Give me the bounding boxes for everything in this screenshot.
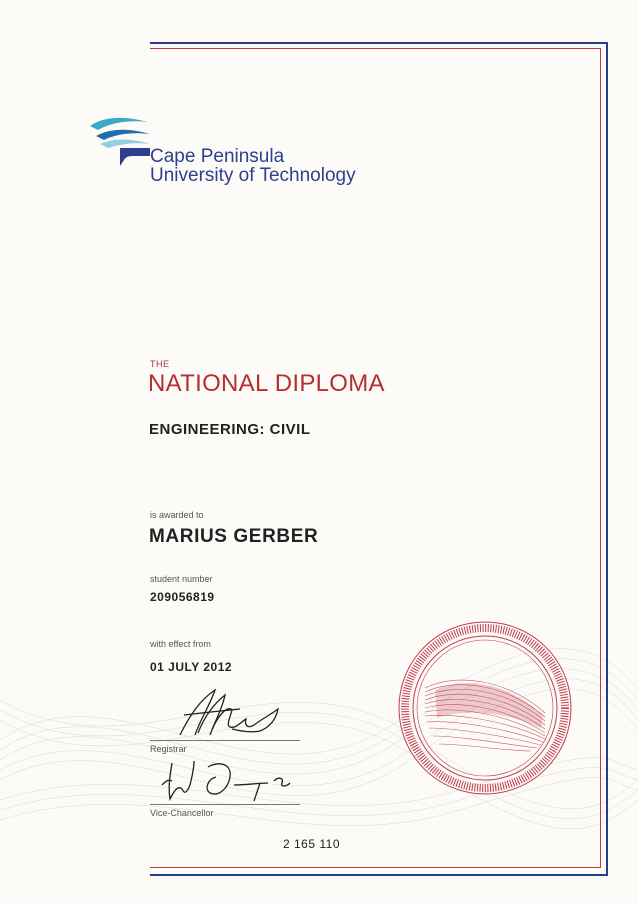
vice-chancellor-label: Vice-Chancellor (150, 808, 214, 818)
university-logo-icon (86, 108, 156, 188)
effect-from-label: with effect from (150, 639, 211, 649)
awarded-to-label: is awarded to (150, 510, 204, 520)
diploma-prefix: THE (150, 359, 170, 369)
student-number-label: student number (150, 574, 213, 584)
university-name (150, 147, 356, 185)
vice-chancellor-signature-line (150, 804, 300, 805)
university-name-line1: Cape Peninsula (150, 146, 285, 167)
university-seal-icon (395, 618, 575, 798)
diploma-title: NATIONAL DIPLOMA (148, 370, 385, 397)
certificate-serial-number: 2 165 110 (283, 837, 340, 851)
recipient-name: MARIUS GERBER (149, 526, 319, 547)
student-number: 209056819 (150, 590, 215, 604)
university-name-line2: University of Technology (150, 165, 356, 186)
vice-chancellor-signature (160, 755, 300, 805)
qualification-name: ENGINEERING: CIVIL (149, 421, 311, 438)
registrar-signature (170, 685, 290, 740)
registrar-label: Registrar (150, 744, 187, 754)
registrar-signature-line (150, 740, 300, 741)
effect-date: 01 JULY 2012 (150, 660, 233, 674)
